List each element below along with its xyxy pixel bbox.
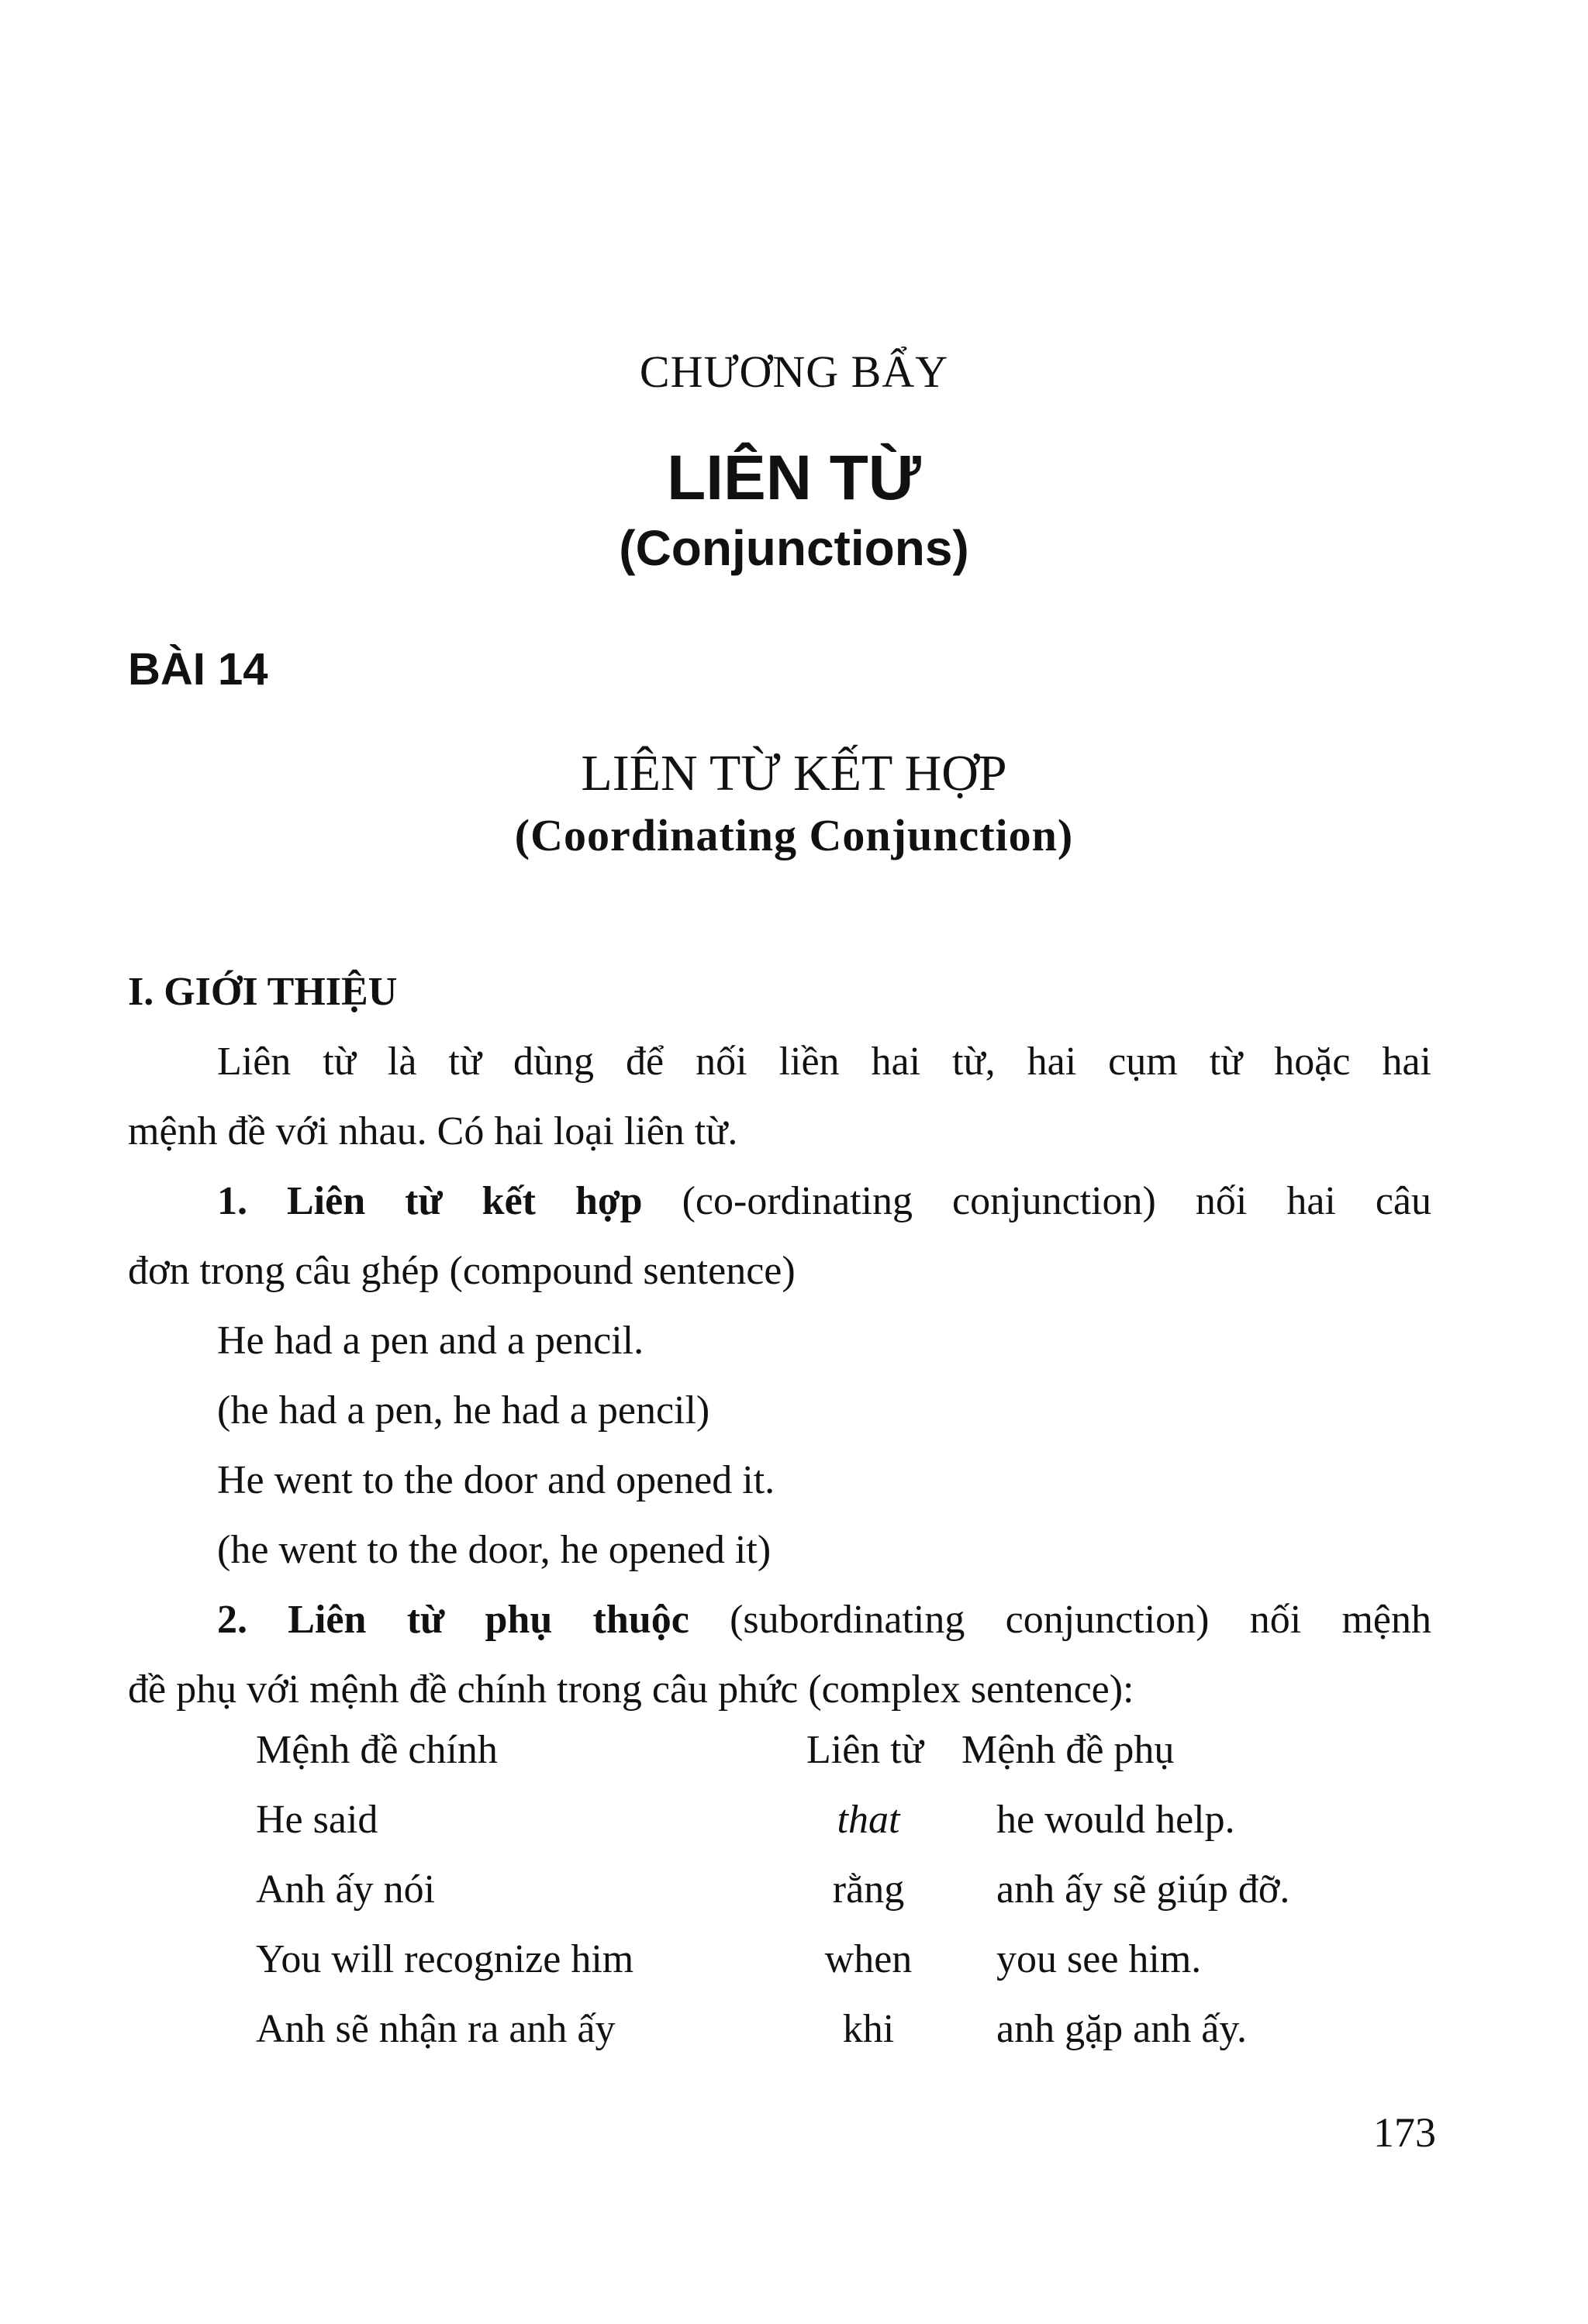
example-1: He had a pen and a pencil.	[217, 1319, 644, 1363]
lesson-subtitle: (Coordinating Conjunction)	[514, 810, 1074, 860]
sub-clause-cell: anh ấy sẽ giúp đỡ.	[996, 1867, 1290, 1912]
example-2: (he had a pen, he had a pencil)	[217, 1388, 710, 1433]
item-1-number: 1.	[217, 1179, 247, 1223]
header-conjunction: Liên từ	[806, 1728, 923, 1772]
chapter-subtitle: (Conjunctions)	[619, 520, 969, 576]
table-row	[256, 1797, 1419, 1851]
header-sub-clause: Mệnh đề phụ	[961, 1728, 1175, 1772]
table-header-row	[256, 1727, 1419, 1781]
example-4: (he went to the door, he opened it)	[217, 1528, 772, 1572]
chapter-title: LIÊN TỪ	[667, 443, 921, 513]
lesson-title: LIÊN TỪ KẾT HỢP	[581, 745, 1007, 802]
item-2-line-2: đề phụ với mệnh đề chính trong câu phức (complex sentence):	[128, 1667, 1134, 1712]
section-heading: I. GIỚI THIỆU	[128, 970, 398, 1014]
chapter-heading: CHƯƠNG BẨY	[639, 347, 949, 397]
header-main-clause: Mệnh đề chính	[256, 1728, 498, 1772]
page-number: 173	[1373, 2109, 1436, 2156]
conjunction-cell: when	[824, 1937, 913, 1981]
main-clause-cell: Anh ấy nói	[256, 1867, 436, 1912]
intro-line-1: Liên từ là từ dùng để nối liền hai từ, hai cụm từ hoặc hai	[217, 1040, 1431, 1084]
example-3: He went to the door and opened it.	[217, 1458, 775, 1502]
intro-line-2: mệnh đề với nhau. Có hai loại liên từ.	[128, 1109, 738, 1153]
item-1-line-2: đơn trong câu ghép (compound sentence)	[128, 1249, 796, 1293]
item-2-line-1	[217, 1597, 1431, 1643]
main-clause-cell: Anh sẽ nhận ra anh ấy	[256, 2007, 616, 2051]
conjunction-cell: that	[837, 1798, 900, 1842]
table-row	[256, 2006, 1419, 2060]
table-row	[256, 1936, 1419, 1991]
table-row	[256, 1867, 1419, 1921]
sub-clause-cell: he would help.	[996, 1798, 1235, 1842]
item-2-text: (subordinating conjunction) nối mệnh	[689, 1598, 1431, 1642]
main-clause-cell: He said	[256, 1798, 378, 1842]
conjunction-cell: khi	[842, 2007, 895, 2051]
item-1-text: (co-ordinating conjunction) nối hai câu	[642, 1179, 1432, 1223]
item-2-number: 2.	[217, 1598, 247, 1642]
sub-clause-cell: anh gặp anh ấy.	[996, 2007, 1247, 2051]
main-clause-cell: You will recognize him	[256, 1937, 634, 1981]
item-1-line-1	[217, 1178, 1431, 1224]
lesson-number: BÀI 14	[128, 644, 268, 695]
item-2-term: Liên từ phụ thuộc	[288, 1598, 689, 1642]
item-1-term: Liên từ kết hợp	[287, 1179, 643, 1223]
conjunction-cell: rằng	[832, 1867, 905, 1912]
sub-clause-cell: you see him.	[996, 1937, 1202, 1981]
